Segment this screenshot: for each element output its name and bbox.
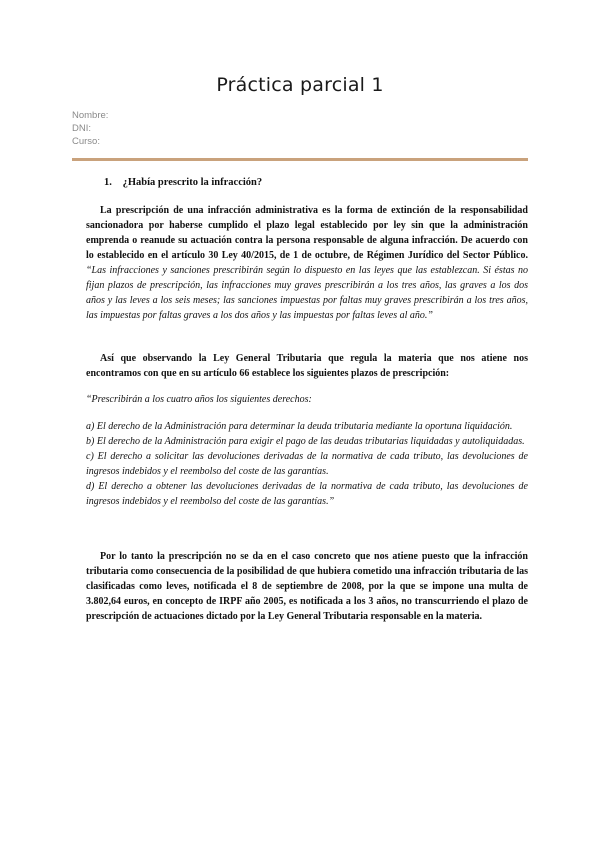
question-text: ¿Había prescrito la infracción? bbox=[122, 177, 263, 188]
page-title: Práctica parcial 1 bbox=[216, 74, 384, 96]
list-item: b) El derecho de la Administración para exigir el pago de las deudas tributarias liquidadas y autoliquidadas. bbox=[86, 436, 525, 447]
paragraph-conclusion: Por lo tanto la prescripción no se da en el caso concreto que nos atiene puesto que la infracción tributaria como consecuencia de la posibilidad de que hubiera cometido una infracción tributaria de las clasificadas como leves, notificada el 8 de septiembre de 2008, por la que se impone una multa de 3.802,64 euros, en concepto de IRPF año 2005, es notificada a los 3 años, no transcurriendo el plazo de prescripción de actuaciones dictado por la Ley General Tributaria responsable en la materia. bbox=[86, 551, 528, 622]
list-item: d) El derecho a obtener las devoluciones derivadas de la normativa de cada tributo, las devoluciones de ingresos indebidos y el reembolso del coste de las garantías.” bbox=[86, 481, 528, 507]
paragraph-quote: “Las infracciones y sanciones prescribirán según lo dispuesto en las leyes que las establezcan. Si éstas no fijan plazos de prescripción, las infracciones muy graves prescribirán a los tres años, las graves a los dos años y las leves a los seis meses; las sanciones impuestas por faltas muy graves prescribirán a los tres años, las impuestas por faltas graves a los dos años y las impuestas por faltas leves al año.” bbox=[86, 265, 528, 321]
quote-intro: “Prescribirán a los cuatro años los siguientes derechos: bbox=[86, 394, 312, 405]
student-info bbox=[72, 109, 108, 148]
dni-label: DNI: bbox=[72, 123, 91, 134]
question-heading bbox=[104, 177, 262, 188]
paragraph-lgt-intro: Así que observando la Ley General Tributaria que regula la materia que nos atiene nos encontramos con que en su artículo 66 establece los siguientes plazos de prescripción: bbox=[86, 353, 528, 379]
list-item: c) El derecho a solicitar las devoluciones derivadas de la normativa de cada tributo, las devoluciones de ingresos indebidos y el reembolso del coste de las garantías. bbox=[86, 451, 528, 477]
course-label: Curso: bbox=[72, 136, 100, 147]
paragraph-bold-part: La prescripción de una infracción administrativa es la forma de extinción de la responsabilidad sancionadora por haberse cumplido el plazo legal establecido por ley sin que la administración emprenda o reanude su actuación contra la persona responsable de alguna infracción. De acuerdo con lo establecido en el artículo 30 Ley 40/2015, de 1 de octubre, de Régimen Jurídico del Sector Público. bbox=[86, 205, 528, 261]
name-label: Nombre: bbox=[72, 110, 109, 121]
rights-list bbox=[86, 419, 528, 509]
question-number: 1. bbox=[104, 177, 112, 188]
list-item: a) El derecho de la Administración para determinar la deuda tributaria mediante la oportuna liquidación. bbox=[86, 421, 513, 432]
paragraph-prescription-definition bbox=[86, 203, 528, 323]
header-divider bbox=[72, 158, 528, 161]
